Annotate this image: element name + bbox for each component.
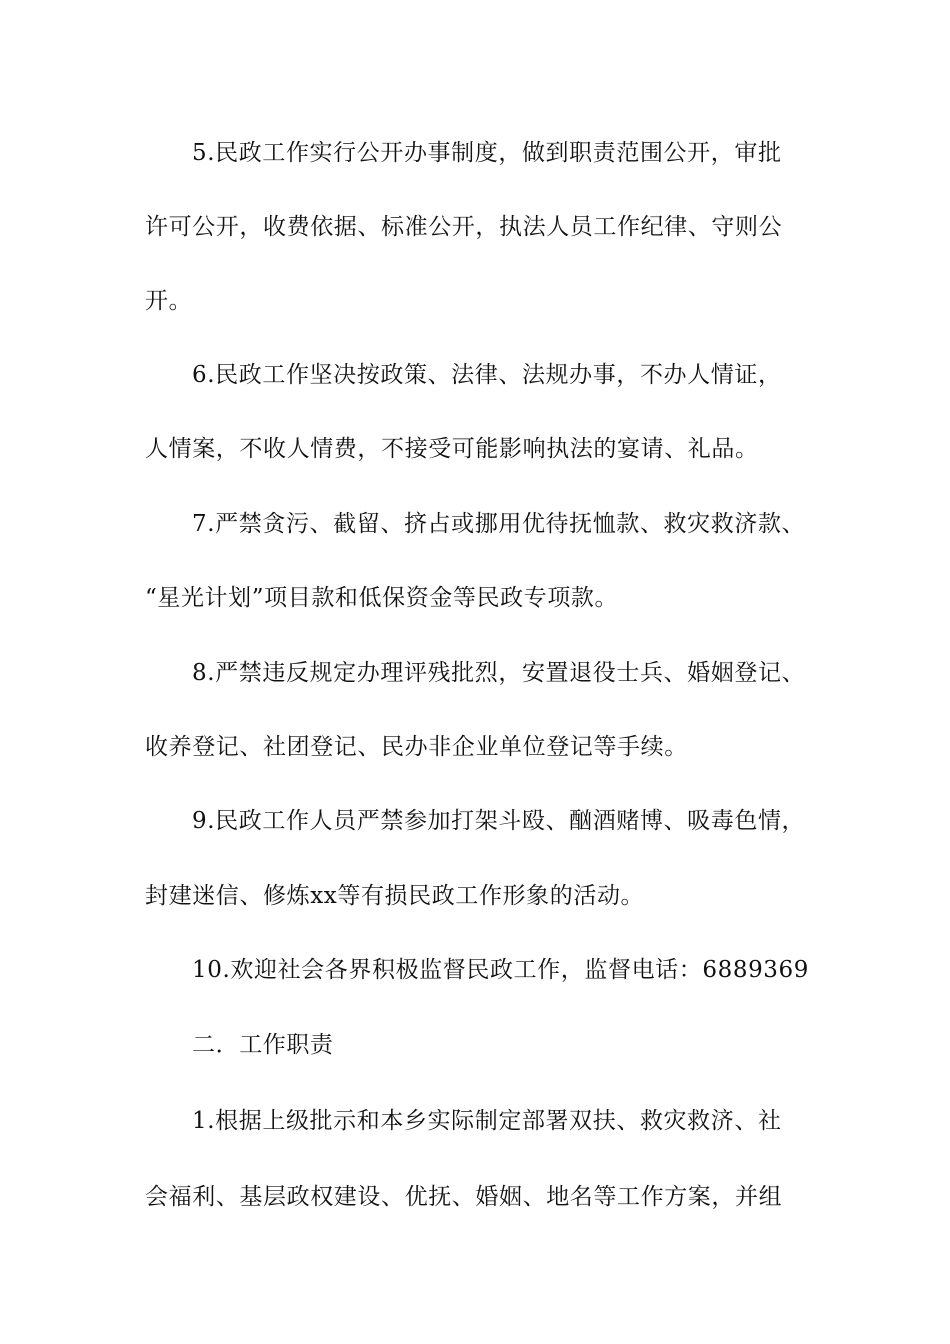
- paragraph-8-line-1: 8.严禁违反规定办理评残批烈，安置退役士兵、婚姻登记、: [192, 660, 806, 686]
- paragraph-9-line-2: 封建迷信、修炼xx等有损民政工作形象的活动。: [145, 883, 645, 909]
- paragraph-5-line-2: 许可公开，收费依据、标准公开，执法人员工作纪律、守则公: [145, 214, 783, 240]
- duty-1-line-1: 1.根据上级批示和本乡实际制定部署双扶、救灾救济、社: [192, 1108, 782, 1134]
- paragraph-8-line-2: 收养登记、社团登记、民办非企业单位登记等手续。: [145, 734, 688, 760]
- paragraph-9-line-1: 9.民政工作人员严禁参加打架斗殴、酗酒赌博、吸毒色情，: [192, 808, 806, 834]
- paragraph-7-line-1: 7.严禁贪污、截留、挤占或挪用优待抚恤款、救灾救济款、: [192, 511, 806, 537]
- duty-1-line-2: 会福利、基层政权建设、优抚、婚姻、地名等工作方案，并组: [145, 1184, 783, 1210]
- paragraph-5-line-1: 5.民政工作实行公开办事制度，做到职责范围公开，审批: [192, 140, 782, 166]
- paragraph-6-line-2: 人情案，不收人情费，不接受可能影响执法的宴请、礼品。: [145, 436, 759, 462]
- paragraph-6-line-1: 6.民政工作坚决按政策、法律、法规办事，不办人情证，: [192, 362, 782, 388]
- paragraph-5-line-3: 开。: [145, 288, 193, 314]
- paragraph-7-line-2: “星光计划”项目款和低保资金等民政专项款。: [145, 585, 619, 611]
- section-heading-work-duties: 二．工作职责: [192, 1032, 334, 1058]
- paragraph-10-line-1: 10.欢迎社会各界积极监督民政工作，监督电话：6889369: [192, 957, 810, 983]
